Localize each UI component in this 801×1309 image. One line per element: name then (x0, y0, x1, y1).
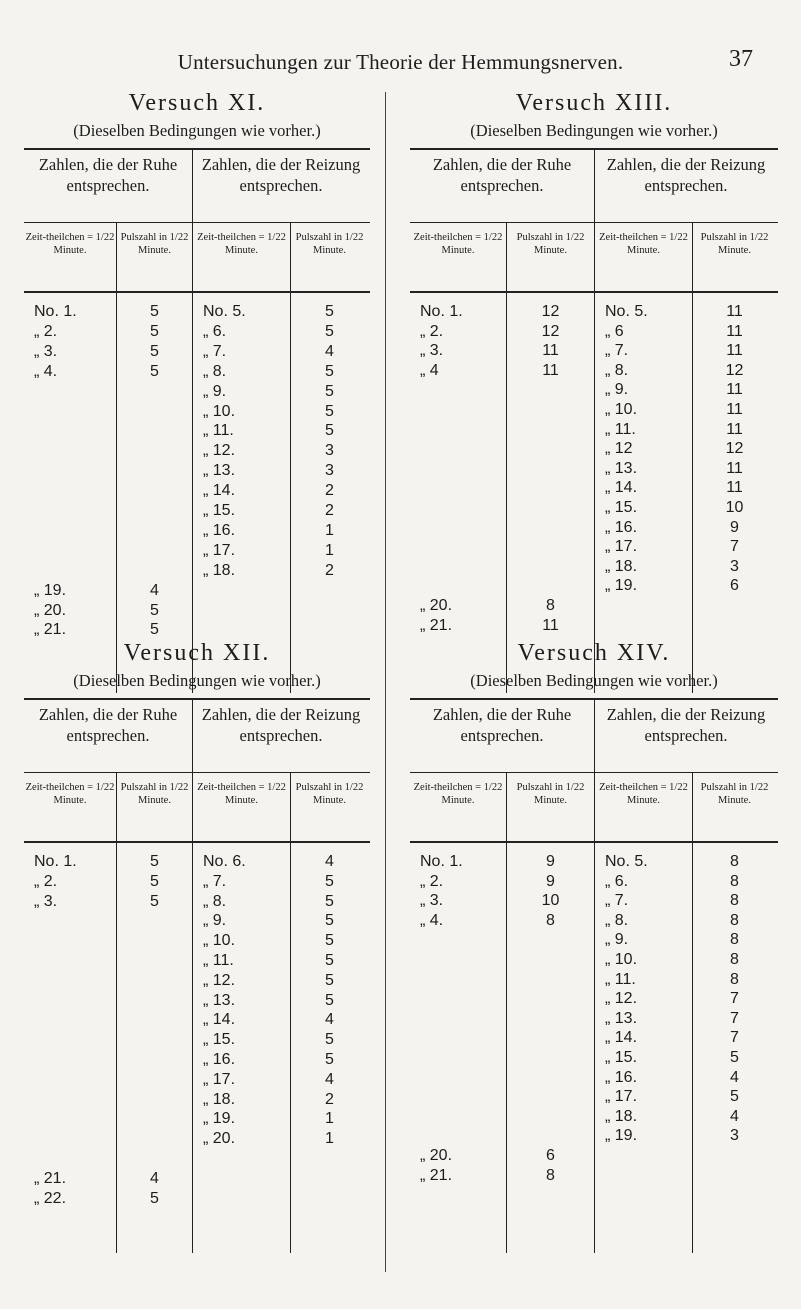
col-pulse-stim (692, 293, 776, 693)
pulse-value: 8 (546, 597, 555, 614)
page-number: 37 (729, 46, 753, 72)
data-table (410, 148, 778, 693)
experiment-subtitle: (Dieselben Bedingungen wie vorher.) (470, 121, 718, 140)
pulse-value: 12 (541, 303, 560, 320)
pulse-value: 5 (325, 872, 334, 890)
interval-label: „ 18. (203, 1090, 236, 1108)
pulse-value: 11 (726, 342, 743, 360)
table-body (410, 843, 778, 1253)
pulse-value: 8 (730, 853, 739, 870)
col-time-rest (410, 843, 506, 1253)
pulse-value: 5 (325, 932, 334, 950)
interval-label: No. 5. (203, 303, 246, 320)
pulse-value: 5 (150, 342, 159, 360)
header-stimulation: Zahlen, die der Reizung entsprechen. (192, 700, 369, 772)
interval-label: „ 15. (203, 1031, 236, 1049)
pulse-value: 11 (726, 420, 743, 438)
interval-label: „ 14. (203, 1011, 236, 1029)
running-head-title: Untersuchungen zur Theorie der Hemmungsnerven. (177, 50, 624, 74)
header-pulse-rest: Pulszahl in 1/22 Minute. (116, 223, 192, 291)
header-pulse-rest: Pulszahl in 1/22 Minute. (116, 773, 192, 841)
interval-label: „ 12. (203, 442, 236, 460)
col-time-stim (192, 843, 290, 1253)
pulse-value: 2 (325, 561, 334, 579)
interval-label: „ 14. (605, 1029, 638, 1047)
interval-label: „ 2. (34, 322, 58, 340)
pulse-value: 2 (325, 502, 334, 519)
pulse-value: 11 (726, 381, 743, 399)
interval-label: „ 21. (34, 1169, 67, 1187)
col-time-rest (24, 843, 116, 1253)
pulse-value: 4 (730, 1107, 739, 1125)
pulse-value: 5 (325, 912, 334, 930)
pulse-value: 6 (730, 577, 739, 595)
pulse-value: 12 (725, 361, 744, 379)
running-head (0, 0, 801, 80)
interval-label: „ 7. (203, 872, 227, 890)
pulse-value: 6 (546, 1147, 555, 1164)
interval-label: „ 13. (605, 459, 638, 477)
table-column-header (410, 223, 778, 293)
interval-label: „ 8. (203, 362, 227, 380)
interval-label: „ 9. (203, 382, 227, 400)
interval-label: „ 16. (203, 521, 236, 539)
interval-label: „ 10. (605, 401, 638, 418)
col-time-rest (410, 293, 506, 693)
pulse-value: 11 (542, 342, 559, 360)
pulse-value: 8 (730, 911, 739, 929)
experiment-block (24, 90, 370, 693)
pulse-value: 11 (726, 322, 743, 340)
col-pulse-stim (692, 843, 776, 1253)
experiment-block (410, 90, 778, 693)
pulse-value: 7 (730, 990, 739, 1008)
interval-label: „ 14. (203, 482, 236, 500)
header-time-rest: Zeit-theilchen = 1/22 Minute. (25, 782, 115, 806)
interval-label: No. 1. (420, 303, 463, 320)
pulse-value: 11 (726, 303, 743, 320)
pulse-value: 12 (541, 322, 560, 340)
col-pulse-rest (506, 293, 594, 693)
pulse-value: 8 (546, 911, 555, 929)
column-divider (385, 92, 386, 1272)
header-time-stim: Zeit-theilchen = 1/22 Minute. (594, 223, 692, 291)
experiment-block (24, 640, 370, 1253)
interval-label: „ 9. (605, 931, 629, 949)
pulse-value: 5 (150, 872, 159, 890)
pulse-value: 5 (150, 1189, 159, 1207)
interval-label: „ 4. (34, 362, 58, 380)
pulse-value: 5 (150, 621, 159, 639)
interval-label: „ 15. (605, 1049, 638, 1066)
header-pulse-stim: Pulszahl in 1/22 Minute. (692, 773, 776, 841)
interval-label: „ 11. (605, 420, 636, 438)
pulse-value: 9 (546, 872, 555, 890)
table-group-header (24, 150, 370, 223)
pulse-value: 5 (150, 853, 159, 870)
interval-label: „ 21. (420, 1166, 453, 1184)
pulse-value: 1 (325, 1110, 334, 1128)
pulse-value: 5 (325, 402, 334, 420)
col-pulse-stim (290, 293, 368, 693)
interval-label: „ 15. (605, 499, 638, 516)
interval-label: „ 21. (420, 616, 453, 634)
col-pulse-rest (116, 843, 192, 1253)
pulse-value: 5 (325, 362, 334, 380)
header-time-rest: Zeit-theilchen = 1/22 Minute. (413, 232, 503, 256)
interval-label: No. 5. (605, 303, 648, 320)
pulse-value: 5 (325, 952, 334, 969)
interval-label: „ 18. (203, 561, 236, 579)
interval-label: „ 9. (605, 381, 629, 399)
interval-label: „ 13. (605, 1009, 638, 1027)
interval-label: „ 12. (203, 971, 236, 989)
pulse-value: 4 (325, 1011, 334, 1029)
header-rest: Zahlen, die der Ruhe entsprechen. (432, 155, 572, 195)
experiment-subtitle: (Dieselben Bedingungen wie vorher.) (73, 121, 321, 140)
pulse-value: 1 (325, 521, 334, 539)
table-column-header (24, 773, 370, 843)
pulse-value: 5 (325, 991, 334, 1009)
pulse-value: 5 (730, 1049, 739, 1066)
pulse-value: 2 (325, 482, 334, 500)
col-pulse-stim (290, 843, 368, 1253)
interval-label: „ 17. (203, 1070, 236, 1088)
pulse-value: 7 (730, 538, 739, 556)
interval-label: „ 2. (420, 322, 444, 340)
header-pulse-rest: Pulszahl in 1/22 Minute. (506, 773, 594, 841)
experiment-subtitle: (Dieselben Bedingungen wie vorher.) (73, 671, 321, 690)
interval-label: „ 15. (203, 502, 236, 519)
pulse-value: 5 (325, 303, 334, 320)
interval-label: „ 8. (203, 892, 227, 910)
pulse-value: 9 (730, 518, 739, 536)
interval-label: „ 2. (420, 872, 444, 890)
experiment-title: Versuch XIV. (517, 640, 671, 666)
pulse-value: 4 (150, 581, 159, 599)
interval-label: No. 6. (203, 853, 246, 870)
experiment-title: Versuch XI. (128, 90, 266, 116)
interval-label: „ 7. (203, 342, 227, 360)
header-time-stim: Zeit-theilchen = 1/22 Minute. (594, 773, 692, 841)
interval-label: „ 17. (605, 538, 638, 556)
interval-label: No. 1. (34, 853, 77, 870)
pulse-value: 4 (150, 1169, 159, 1187)
data-table (24, 148, 370, 693)
interval-label: „ 8. (605, 911, 629, 929)
interval-label: „ 10. (203, 932, 236, 950)
header-pulse-stim: Pulszahl in 1/22 Minute. (290, 773, 368, 841)
interval-label: „ 16. (605, 518, 638, 536)
interval-label: „ 12 (605, 440, 633, 458)
interval-label: „ 20. (203, 1130, 236, 1148)
data-table (24, 698, 370, 1253)
col-time-stim (192, 293, 290, 693)
interval-label: „ 3. (34, 892, 58, 910)
pulse-value: 2 (325, 1090, 334, 1108)
pulse-value: 5 (325, 892, 334, 910)
table-body (410, 293, 778, 693)
interval-label: „ 11. (203, 422, 234, 440)
interval-label: „ 2. (34, 872, 58, 890)
pulse-value: 10 (725, 499, 744, 516)
interval-label: „ 20. (420, 597, 453, 614)
pulse-value: 8 (730, 970, 739, 988)
experiment-subtitle: (Dieselben Bedingungen wie vorher.) (470, 671, 718, 690)
header-pulse-rest: Pulszahl in 1/22 Minute. (506, 223, 594, 291)
col-pulse-rest (116, 293, 192, 693)
interval-label: „ 10. (203, 402, 236, 420)
interval-label: „ 7. (605, 892, 629, 910)
interval-label: „ 3. (420, 342, 444, 360)
pulse-value: 5 (730, 1088, 739, 1106)
header-time-rest: Zeit-theilchen = 1/22 Minute. (25, 232, 115, 256)
header-time-stim: Zeit-theilchen = 1/22 Minute. (192, 223, 290, 291)
interval-label: No. 1. (34, 303, 77, 320)
table-group-header (410, 700, 778, 773)
interval-label: „ 7. (605, 342, 629, 360)
header-stimulation: Zahlen, die der Reizung entsprechen. (594, 700, 777, 772)
header-time-rest: Zeit-theilchen = 1/22 Minute. (413, 782, 503, 806)
pulse-value: 8 (730, 872, 739, 890)
pulse-value: 5 (150, 892, 159, 910)
interval-label: „ 19. (34, 581, 67, 599)
pulse-value: 4 (325, 1070, 334, 1088)
interval-label: „ 12. (605, 990, 638, 1008)
interval-label: „ 9. (203, 912, 227, 930)
col-time-stim (594, 293, 692, 693)
col-time-rest (24, 293, 116, 693)
interval-label: „ 4. (420, 911, 444, 929)
data-table (410, 698, 778, 1253)
pulse-value: 11 (542, 361, 559, 379)
pulse-value: 5 (150, 362, 159, 380)
pulse-value: 3 (325, 462, 334, 480)
interval-label: „ 20. (420, 1147, 453, 1164)
pulse-value: 9 (546, 853, 555, 870)
interval-label: „ 6. (605, 872, 629, 890)
interval-label: „ 17. (203, 541, 236, 559)
interval-label: „ 13. (203, 991, 236, 1009)
interval-label: „ 17. (605, 1088, 638, 1106)
pulse-value: 11 (726, 401, 743, 418)
pulse-value: 8 (546, 1166, 555, 1184)
table-body (24, 293, 370, 693)
interval-label: „ 10. (605, 951, 638, 968)
header-stimulation: Zahlen, die der Reizung entsprechen. (192, 150, 369, 222)
pulse-value: 5 (325, 1031, 334, 1049)
header-stimulation: Zahlen, die der Reizung entsprechen. (594, 150, 777, 222)
pulse-value: 8 (730, 931, 739, 949)
table-group-header (24, 700, 370, 773)
interval-label: „ 19. (605, 1127, 638, 1145)
pulse-value: 1 (325, 541, 334, 559)
pulse-value: 5 (325, 322, 334, 340)
pulse-value: 11 (542, 616, 559, 634)
table-column-header (410, 773, 778, 843)
pulse-value: 5 (325, 422, 334, 440)
pulse-value: 5 (150, 303, 159, 320)
interval-label: „ 18. (605, 557, 638, 575)
interval-label: No. 1. (420, 853, 463, 870)
pulse-value: 7 (730, 1009, 739, 1027)
pulse-value: 3 (730, 1127, 739, 1145)
header-rest: Zahlen, die der Ruhe entsprechen. (38, 705, 178, 745)
pulse-value: 10 (541, 892, 560, 910)
pulse-value: 5 (325, 382, 334, 400)
header-rest: Zahlen, die der Ruhe entsprechen. (38, 155, 178, 195)
pulse-value: 7 (730, 1029, 739, 1047)
interval-label: „ 22. (34, 1189, 67, 1207)
pulse-value: 3 (730, 557, 739, 575)
interval-label: „ 6. (203, 322, 227, 340)
interval-label: „ 20. (34, 601, 67, 619)
table-column-header (24, 223, 370, 293)
pulse-value: 5 (150, 601, 159, 619)
interval-label: „ 11. (605, 970, 636, 988)
interval-label: „ 16. (203, 1051, 236, 1068)
header-pulse-stim: Pulszahl in 1/22 Minute. (692, 223, 776, 291)
col-pulse-rest (506, 843, 594, 1253)
pulse-value: 4 (325, 853, 334, 870)
interval-label: „ 16. (605, 1068, 638, 1086)
experiment-block (410, 640, 778, 1253)
pulse-value: 5 (325, 1051, 334, 1068)
header-time-stim: Zeit-theilchen = 1/22 Minute. (192, 773, 290, 841)
pulse-value: 8 (730, 951, 739, 968)
interval-label: „ 19. (203, 1110, 236, 1128)
interval-label: „ 14. (605, 479, 638, 497)
pulse-value: 12 (725, 440, 744, 458)
header-pulse-stim: Pulszahl in 1/22 Minute. (290, 223, 368, 291)
interval-label: „ 13. (203, 462, 236, 480)
interval-label: „ 6 (605, 322, 624, 340)
interval-label: „ 3. (420, 892, 444, 910)
interval-label: „ 21. (34, 621, 67, 639)
pulse-value: 11 (726, 479, 743, 497)
pulse-value: 5 (325, 971, 334, 989)
pulse-value: 8 (730, 892, 739, 910)
experiment-title: Versuch XIII. (515, 90, 673, 116)
pulse-value: 3 (325, 442, 334, 460)
pulse-value: 4 (730, 1068, 739, 1086)
interval-label: „ 3. (34, 342, 58, 360)
table-body (24, 843, 370, 1253)
pulse-value: 4 (325, 342, 334, 360)
interval-label: „ 4 (420, 361, 439, 379)
pulse-value: 5 (150, 322, 159, 340)
interval-label: „ 18. (605, 1107, 638, 1125)
experiment-title: Versuch XII. (123, 640, 271, 666)
interval-label: „ 19. (605, 577, 638, 595)
interval-label: „ 11. (203, 952, 234, 969)
interval-label: „ 8. (605, 361, 629, 379)
pulse-value: 11 (726, 459, 743, 477)
pulse-value: 1 (325, 1130, 334, 1148)
interval-label: No. 5. (605, 853, 648, 870)
header-rest: Zahlen, die der Ruhe entsprechen. (432, 705, 572, 745)
table-group-header (410, 150, 778, 223)
col-time-stim (594, 843, 692, 1253)
